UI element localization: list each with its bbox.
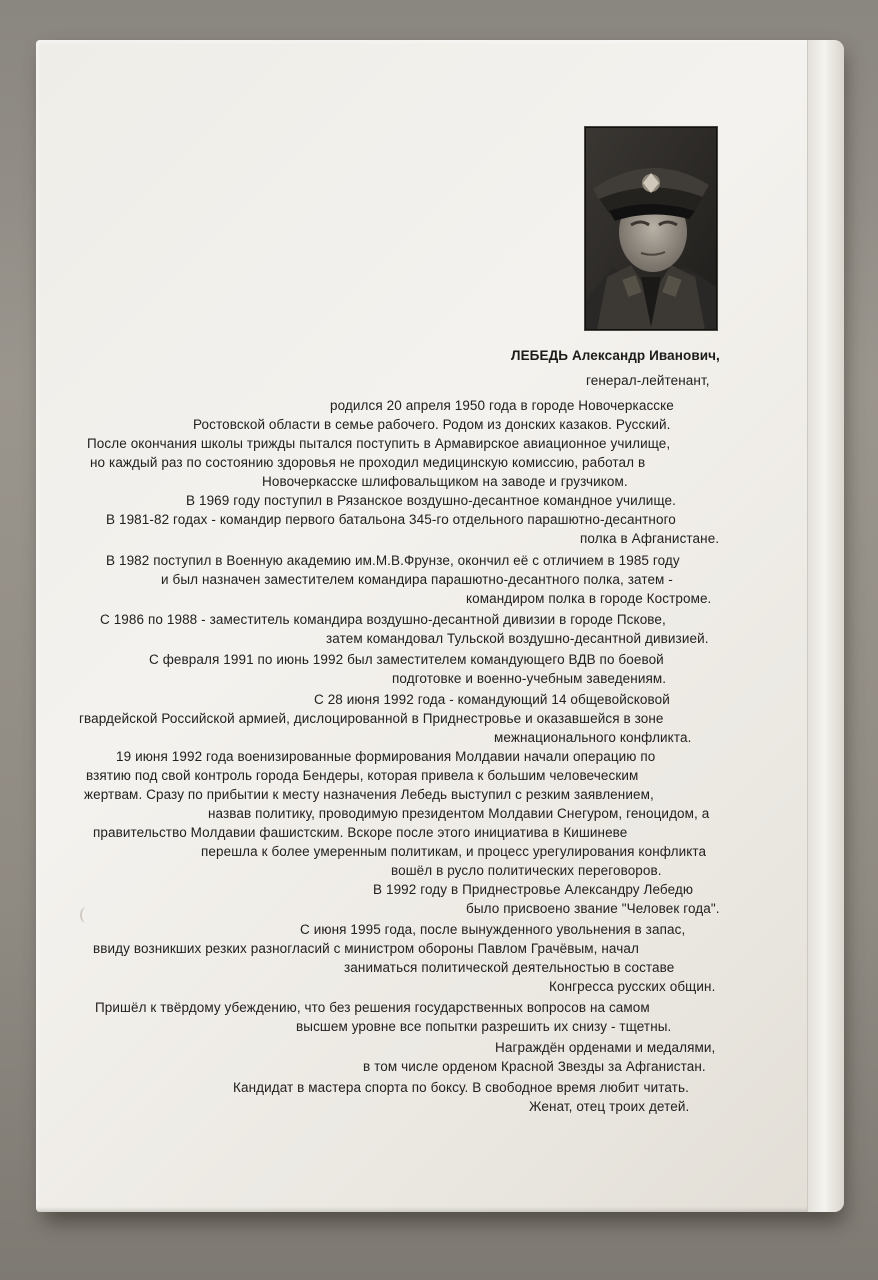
bio-line: 19 июня 1992 года военизированные формирования Молдавии начали операцию по <box>116 749 656 764</box>
bio-line: Новочеркасске шлифовальщиком на заводе и грузчиком. <box>262 474 628 489</box>
bio-line: вошёл в русло политических переговоров. <box>391 863 662 878</box>
bio-line: в том числе орденом Красной Звезды за Афганистан. <box>363 1059 706 1074</box>
bio-line: ввиду возникших резких разногласий с министром обороны Павлом Грачёвым, начал <box>93 941 639 956</box>
bio-line: но каждый раз по состоянию здоровья не проходил медицинскую комиссию, работал в <box>90 455 646 470</box>
bio-line: межнационального конфликта. <box>494 730 692 745</box>
bio-line: Ростовской области в семье рабочего. Родом из донских казаков. Русский. <box>193 417 671 432</box>
bio-line: подготовке и военно-учебным заведениям. <box>392 671 667 686</box>
bio-line: правительство Молдавии фашистским. Вскоре после этого инициатива в Кишиневе <box>93 825 628 840</box>
bio-line: В 1982 поступил в Военную академию им.М.В.Фрунзе, окончил её с отличием в 1985 году <box>106 553 680 568</box>
bio-line: высшем уровне все попытки разрешить их снизу - тщетны. <box>296 1019 672 1034</box>
bio-line: В 1981-82 годах - командир первого батальона 345-го отдельного парашютно-десантного <box>106 512 676 527</box>
bio-line: С 28 июня 1992 года - командующий 14 общевойсковой <box>314 692 670 707</box>
bio-line: Женат, отец троих детей. <box>529 1099 690 1114</box>
bio-line: С февраля 1991 по июнь 1992 был заместителем командующего ВДВ по боевой <box>149 652 664 667</box>
bio-line: После окончания школы трижды пытался поступить в Армавирское авиационное училище, <box>87 436 671 451</box>
bio-line: С 1986 по 1988 - заместитель командира воздушно-десантной дивизии в городе Пскове, <box>100 612 666 627</box>
person-name: ЛЕБЕДЬ Александр Иванович, <box>511 348 720 363</box>
bio-line: С июня 1995 года, после вынужденного увольнения в запас, <box>300 922 686 937</box>
bio-line: полка в Афганистане. <box>580 531 720 546</box>
bio-line: В 1969 году поступил в Рязанское воздушно-десантное командное училище. <box>186 493 676 508</box>
bio-line: затем командовал Тульской воздушно-десантной дивизией. <box>326 631 709 646</box>
bio-line: взятию под свой контроль города Бендеры, которая привела к большим человеческим <box>86 768 639 783</box>
bio-line: жертвам. Сразу по прибытии к месту назначения Лебедь выступил с резким заявлением, <box>84 787 654 802</box>
bio-line: гвардейской Российской армией, дислоцированной в Приднестровье и оказавшейся в зоне <box>79 711 664 726</box>
bio-line: назвав политику, проводимую президентом Молдавии Снегуром, геноцидом, а <box>208 806 710 821</box>
bio-line: Конгресса русских общин. <box>549 979 716 994</box>
bio-line: перешла к более умеренным политикам, и процесс урегулирования конфликта <box>201 844 707 859</box>
bio-line: Награждён орденами и медалями, <box>495 1040 716 1055</box>
bio-line: и был назначен заместителем командира парашютно-десантного полка, затем - <box>161 572 673 587</box>
bio-line: заниматься политической деятельностью в составе <box>344 960 675 975</box>
bio-line: родился 20 апреля 1950 года в городе Новочеркасске <box>330 398 674 413</box>
bio-line: В 1992 году в Приднестровье Александру Лебедю <box>373 882 694 897</box>
bio-line: командиром полка в городе Костроме. <box>466 591 712 606</box>
bio-line: Кандидат в мастера спорта по боксу. В свободное время любит читать. <box>233 1080 689 1095</box>
bio-line: Пришёл к твёрдому убеждению, что без решения государственных вопросов на самом <box>95 1000 650 1015</box>
bio-line: было присвоено звание "Человек года". <box>466 901 720 916</box>
bio-line: генерал-лейтенант, <box>586 373 710 388</box>
